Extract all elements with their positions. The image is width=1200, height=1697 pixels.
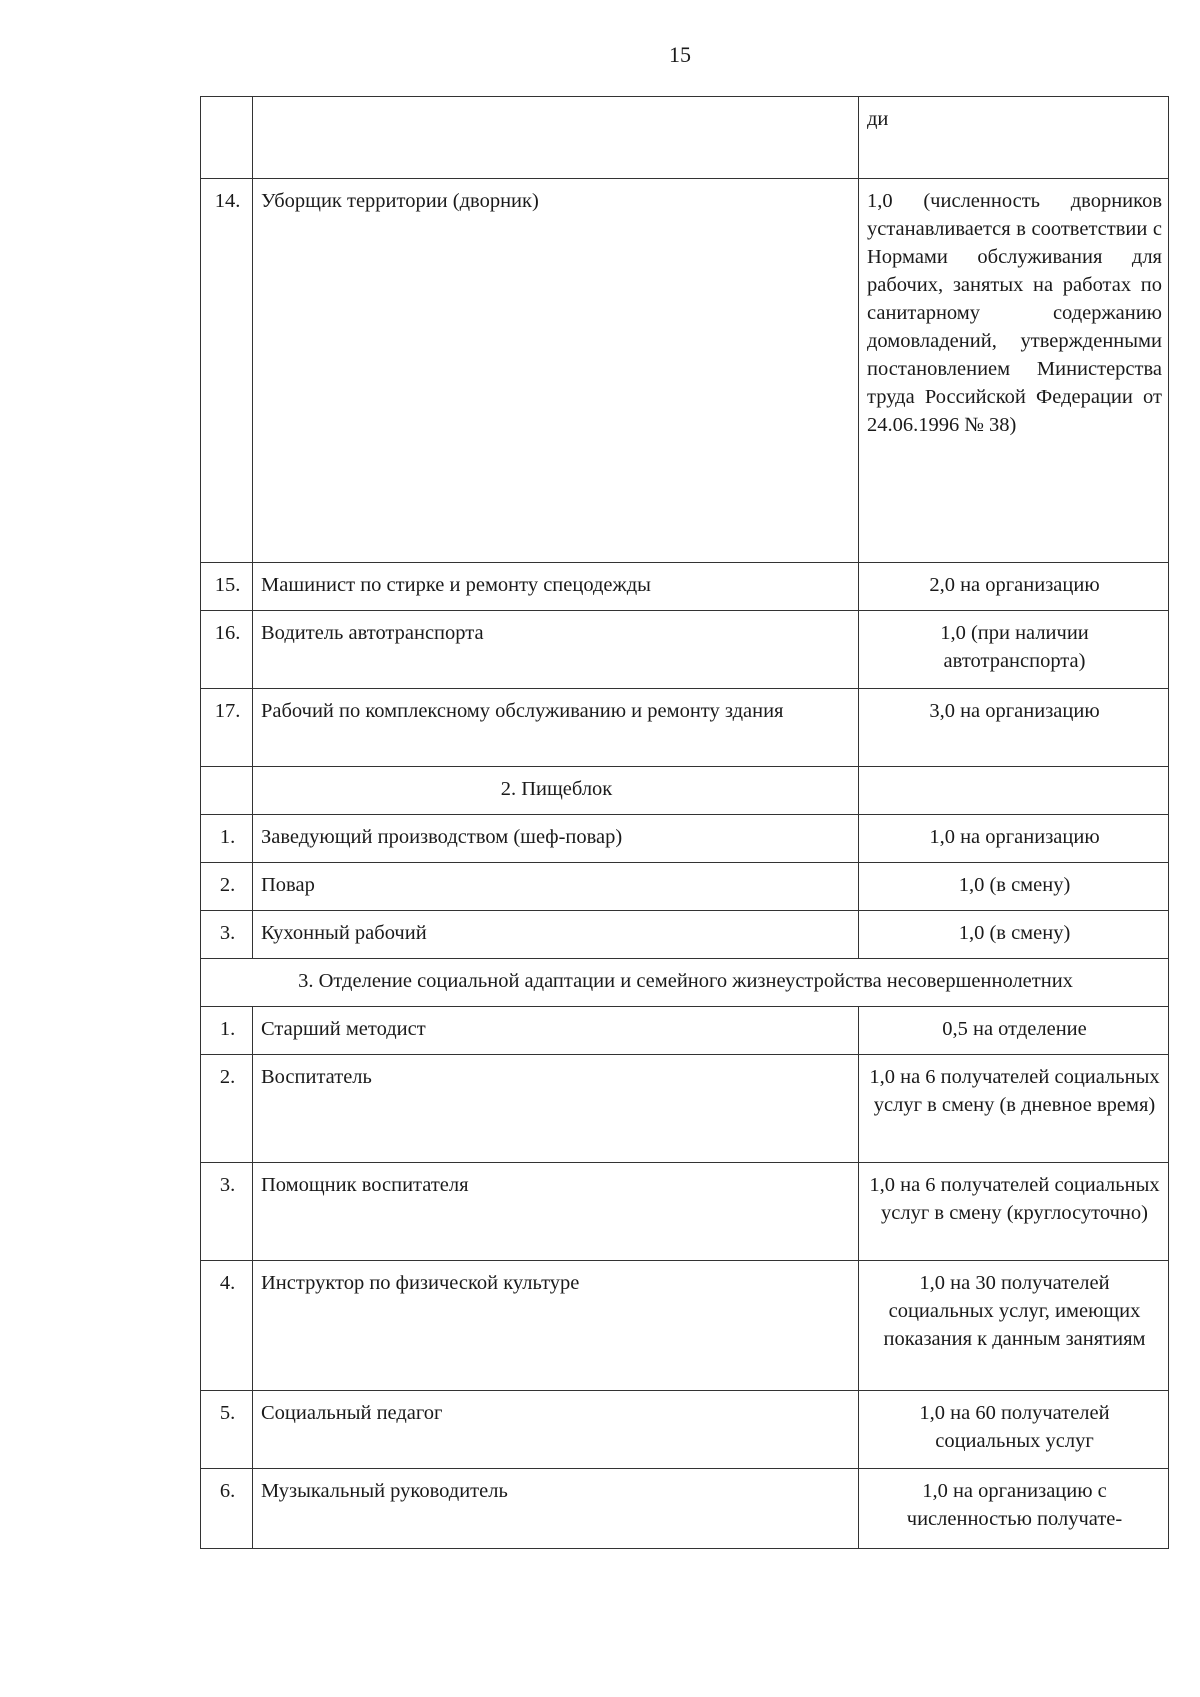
row-number: 2. bbox=[201, 863, 253, 911]
table-row bbox=[201, 611, 1169, 689]
position-name: Инструктор по физической культуре bbox=[253, 1261, 859, 1391]
table-row bbox=[201, 1261, 1169, 1391]
row-number: 16. bbox=[201, 611, 253, 689]
row-number: 4. bbox=[201, 1261, 253, 1391]
row-number: 3. bbox=[201, 911, 253, 959]
subsection-title: 2. Пищеблок bbox=[253, 767, 859, 815]
staffing-norm: ди bbox=[859, 97, 1169, 179]
staffing-norm: 1,0 на 6 получателей социальных услуг в смену (круглосуточно) bbox=[859, 1163, 1169, 1261]
row-number: 1. bbox=[201, 1007, 253, 1055]
row-number: 15. bbox=[201, 563, 253, 611]
position-name: Рабочий по комплексному обслуживанию и ремонту здания bbox=[253, 689, 859, 767]
staffing-norm: 3,0 на организацию bbox=[859, 689, 1169, 767]
staffing-norm: 1,0 на 6 получателей социальных услуг в смену (в дневное время) bbox=[859, 1055, 1169, 1163]
subsection-header-row bbox=[201, 767, 1169, 815]
staffing-table-body bbox=[201, 97, 1169, 1549]
table-row bbox=[201, 911, 1169, 959]
table-row bbox=[201, 1163, 1169, 1261]
staffing-norm: 1,0 на 30 получателей социальных услуг, имеющих показания к данным занятиям bbox=[859, 1261, 1169, 1391]
table-row bbox=[201, 97, 1169, 179]
staffing-norm: 2,0 на организацию bbox=[859, 563, 1169, 611]
staffing-norm bbox=[859, 767, 1169, 815]
table-row bbox=[201, 689, 1169, 767]
position-name: Машинист по стирке и ремонту спецодежды bbox=[253, 563, 859, 611]
position-name: Воспитатель bbox=[253, 1055, 859, 1163]
position-name: Музыкальный руководитель bbox=[253, 1469, 859, 1549]
table-row bbox=[201, 179, 1169, 563]
position-name: Заведующий производством (шеф-повар) bbox=[253, 815, 859, 863]
staffing-table bbox=[200, 96, 1169, 1549]
row-number: 2. bbox=[201, 1055, 253, 1163]
row-number: 6. bbox=[201, 1469, 253, 1549]
section-header-row bbox=[201, 959, 1169, 1007]
row-number: 5. bbox=[201, 1391, 253, 1469]
staffing-norm: 1,0 (численность дворников устанавливается в соответствии с Нормами обслуживания для рабочих, занятых на работах по санитарному содержанию домовладений, утвержденными постановлением Министерства труда Российской Федерации от 24.06.1996 № 38) bbox=[859, 179, 1169, 563]
table-row bbox=[201, 1055, 1169, 1163]
staffing-norm: 1,0 на организацию bbox=[859, 815, 1169, 863]
section-title: 3. Отделение социальной адаптации и семейного жизнеустройства несовершеннолетних bbox=[201, 959, 1169, 1007]
table-row bbox=[201, 1391, 1169, 1469]
row-number: 17. bbox=[201, 689, 253, 767]
staffing-norm: 1,0 на организацию с численностью получате- bbox=[859, 1469, 1169, 1549]
staffing-norm: 1,0 на 60 получателей социальных услуг bbox=[859, 1391, 1169, 1469]
table-row bbox=[201, 563, 1169, 611]
position-name: Повар bbox=[253, 863, 859, 911]
page-number: 15 bbox=[669, 42, 691, 67]
staffing-norm: 1,0 (при наличии автотранспорта) bbox=[859, 611, 1169, 689]
position-name: Водитель автотранспорта bbox=[253, 611, 859, 689]
row-number bbox=[201, 767, 253, 815]
staffing-norm: 1,0 (в смену) bbox=[859, 863, 1169, 911]
table-row bbox=[201, 815, 1169, 863]
position-name: Старший методист bbox=[253, 1007, 859, 1055]
row-number bbox=[201, 97, 253, 179]
table-row bbox=[201, 1469, 1169, 1549]
staffing-norm: 1,0 (в смену) bbox=[859, 911, 1169, 959]
row-number: 1. bbox=[201, 815, 253, 863]
position-name bbox=[253, 97, 859, 179]
position-name: Помощник воспитателя bbox=[253, 1163, 859, 1261]
staffing-norm: 0,5 на отделение bbox=[859, 1007, 1169, 1055]
row-number: 14. bbox=[201, 179, 253, 563]
row-number: 3. bbox=[201, 1163, 253, 1261]
position-name: Социальный педагог bbox=[253, 1391, 859, 1469]
table-row bbox=[201, 1007, 1169, 1055]
position-name: Уборщик территории (дворник) bbox=[253, 179, 859, 563]
position-name: Кухонный рабочий bbox=[253, 911, 859, 959]
table-row bbox=[201, 863, 1169, 911]
